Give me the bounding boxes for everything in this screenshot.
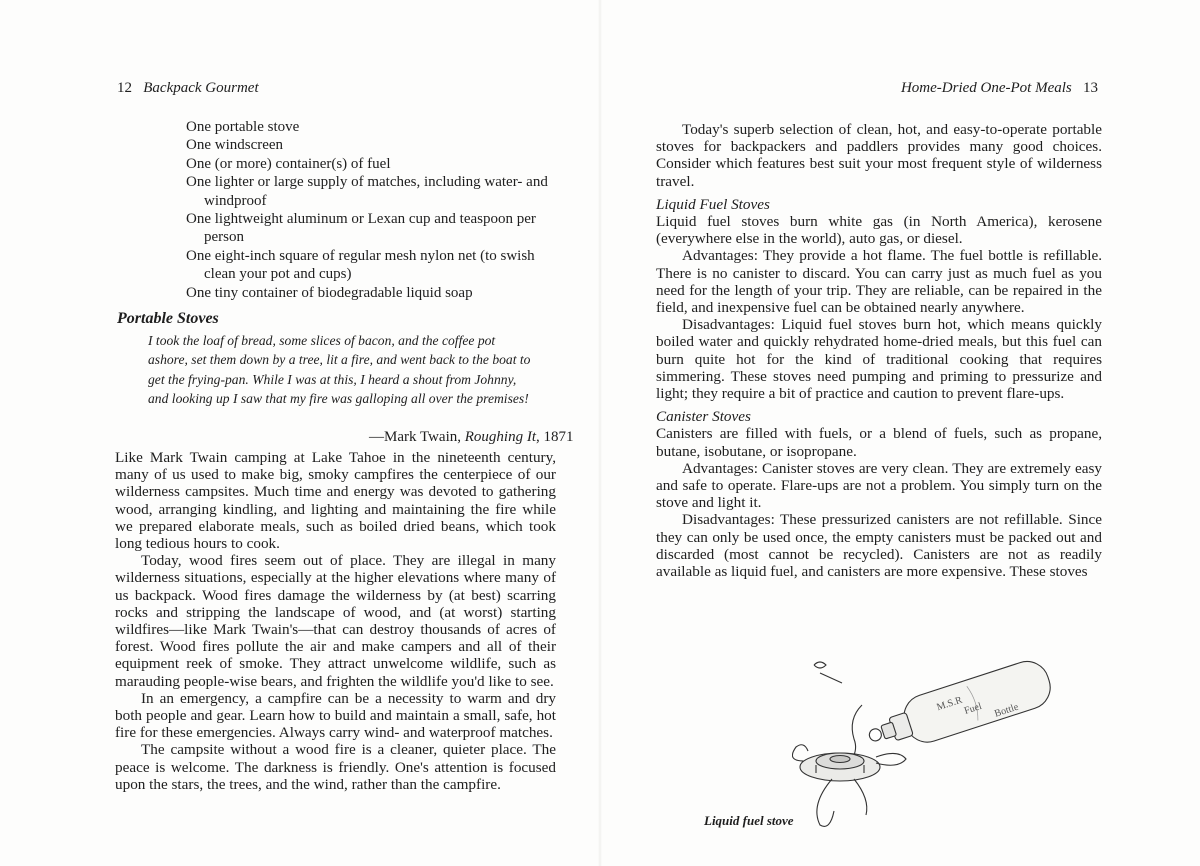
epigraph-attribution [369,429,574,446]
checklist-item: One tiny container of biodegradable liquid soap [186,284,473,301]
body-paragraph: The campsite without a wood fire is a cleaner, quieter place. The peace is welcome. The darkness is friendly. One's attention is focused upon the stars, the trees, and the wind, rather than the campfire. [115,741,556,793]
canister-advantages: Advantages: Canister stoves are very clean. They are extremely easy and safe to operate. Flare-ups are not a problem. You simply turn on the stove and light it. [656,459,1102,512]
checklist-item: One lightweight aluminum or Lexan cup and teaspoon per person [186,211,536,246]
attribution-year: , 1871 [536,429,574,445]
subheading-liquid-fuel: Liquid Fuel Stoves [656,195,770,213]
checklist-item: One portable stove [186,119,300,135]
checklist-item: One eight-inch square of regular mesh nylon net (to swish clean your pot and cups) [186,247,535,283]
left-running-head [117,80,259,97]
liquid-disadvantages: Disadvantages: Liquid fuel stoves burn hot, which means quickly boiled water and quickly rehydrated home-dried meals, but this fuel can burn quite hot for the kind of traditional cooking that requires simmering. These stoves need pumping and priming to pressurize and light; they require a bit of practice and caution to prevent flare-ups. [656,316,1102,403]
epigraph-quote: I took the loaf of bread, some slices of bacon, and the coffee pot ashore, set them down by a tree, lit a fire, and went back to the boat to get the frying-pan. While I was at this, I heard a shout from Johnny, and looking up I saw that my fire was galloping all over the premises! [148,333,531,407]
checklist-item: One (or more) container(s) of fuel [186,155,391,172]
right-chapter-title: Home-Dried One-Pot Meals [900,80,1072,96]
left-body-text [115,449,556,793]
left-page [0,0,598,866]
canister-lead: Canisters are filled with fuels, or a blend of fuels, such as propane, butane, isobutane, or isopropane. [656,425,1102,460]
section-heading-portable-stoves: Portable Stoves [117,310,219,327]
body-paragraph: Today, wood fires seem out of place. They are illegal in many wilderness situations, especially at the higher elevations where many of us backpack. Wood fires damage the wilderness by (at best) scarring rocks and stripping the landscape of wood, and (at worst) starting wildfires—like Mark Twain's—that can destroy thousands of acres of forest. Wood fires pollute the air and make campers and all of their equipment reek of smoke. They attract unwelcome wildlife, such as marauding people-wise bears, and frighten the wildlife you'd like to see. [115,552,556,690]
bottle-label-2: Fuel [962,700,984,717]
fuel-bottle [862,656,1056,760]
stove-leg [854,779,867,815]
checklist-item: One windscreen [186,137,284,154]
body-paragraph: In an emergency, a campfire can be a necessity to warm and dry both people and gear. Learn how to build and maintain a small, safe, hot fire for these emergencies. Always carry wind- and waterproof matches. [115,689,556,742]
right-page [602,0,1200,866]
bottle-label-3: Bottle [993,701,1020,720]
canister-disadvantages: Disadvantages: These pressurized canisters are not refillable. Since they can only be used once, the empty canisters must be packed out and discarded (most cannot be recycled). Canisters are not as readily available as liquid fuel, and canisters are more expensive. These stoves [656,511,1102,581]
attribution-work: Roughing It [464,429,536,445]
stove-leg [876,753,906,765]
liquid-lead: Liquid fuel stoves burn white gas (in North America), kerosene (everywhere else in the world), auto gas, or diesel. [656,213,1102,248]
liquid-fuel-stove-illustration [792,643,1062,833]
figure-caption: Liquid fuel stove [704,813,794,828]
intro-paragraph: Today's superb selection of clean, hot, and easy-to-operate portable stoves for backpackers and paddlers provides many good choices. Consider which features best suit your most frequent style of wilderness travel. [656,121,1102,190]
checklist-item: One lighter or large supply of matches, including water- and windproof [186,174,548,209]
stove-leg [817,779,834,826]
equipment-checklist [186,118,566,302]
liquid-advantages: Advantages: They provide a hot flame. The fuel bottle is refillable. There is no canister to discard. You can carry just as much fuel as you need for the length of your trip. They are reliable, can be repaired in the field, and inexpensive fuel can be obtained nearly anywhere. [656,247,1102,317]
subheading-canister: Canister Stoves [656,408,751,426]
pump-handle [814,662,842,683]
fuel-line [852,705,862,759]
left-book-title: Backpack Gourmet [143,80,259,96]
stove-leg [792,745,808,761]
body-paragraph: Like Mark Twain camping at Lake Tahoe in the nineteenth century, many of us used to make big, smoky campfires the centerpiece of our wilderness campsites. Much time and energy was devoted to gathering wood, arranging kindling, and lighting and maintaining the fire while we prepared elaborate meals, such as boiled dried beans, which took long tedious hours to cook. [115,449,556,553]
left-page-number: 12 [117,80,132,96]
bottle-label-1: M.S.R [935,694,964,714]
attribution-prefix: —Mark Twain, [369,429,465,445]
right-running-head [901,80,1098,97]
right-page-number: 13 [1083,80,1098,96]
right-body-text [656,121,1102,580]
